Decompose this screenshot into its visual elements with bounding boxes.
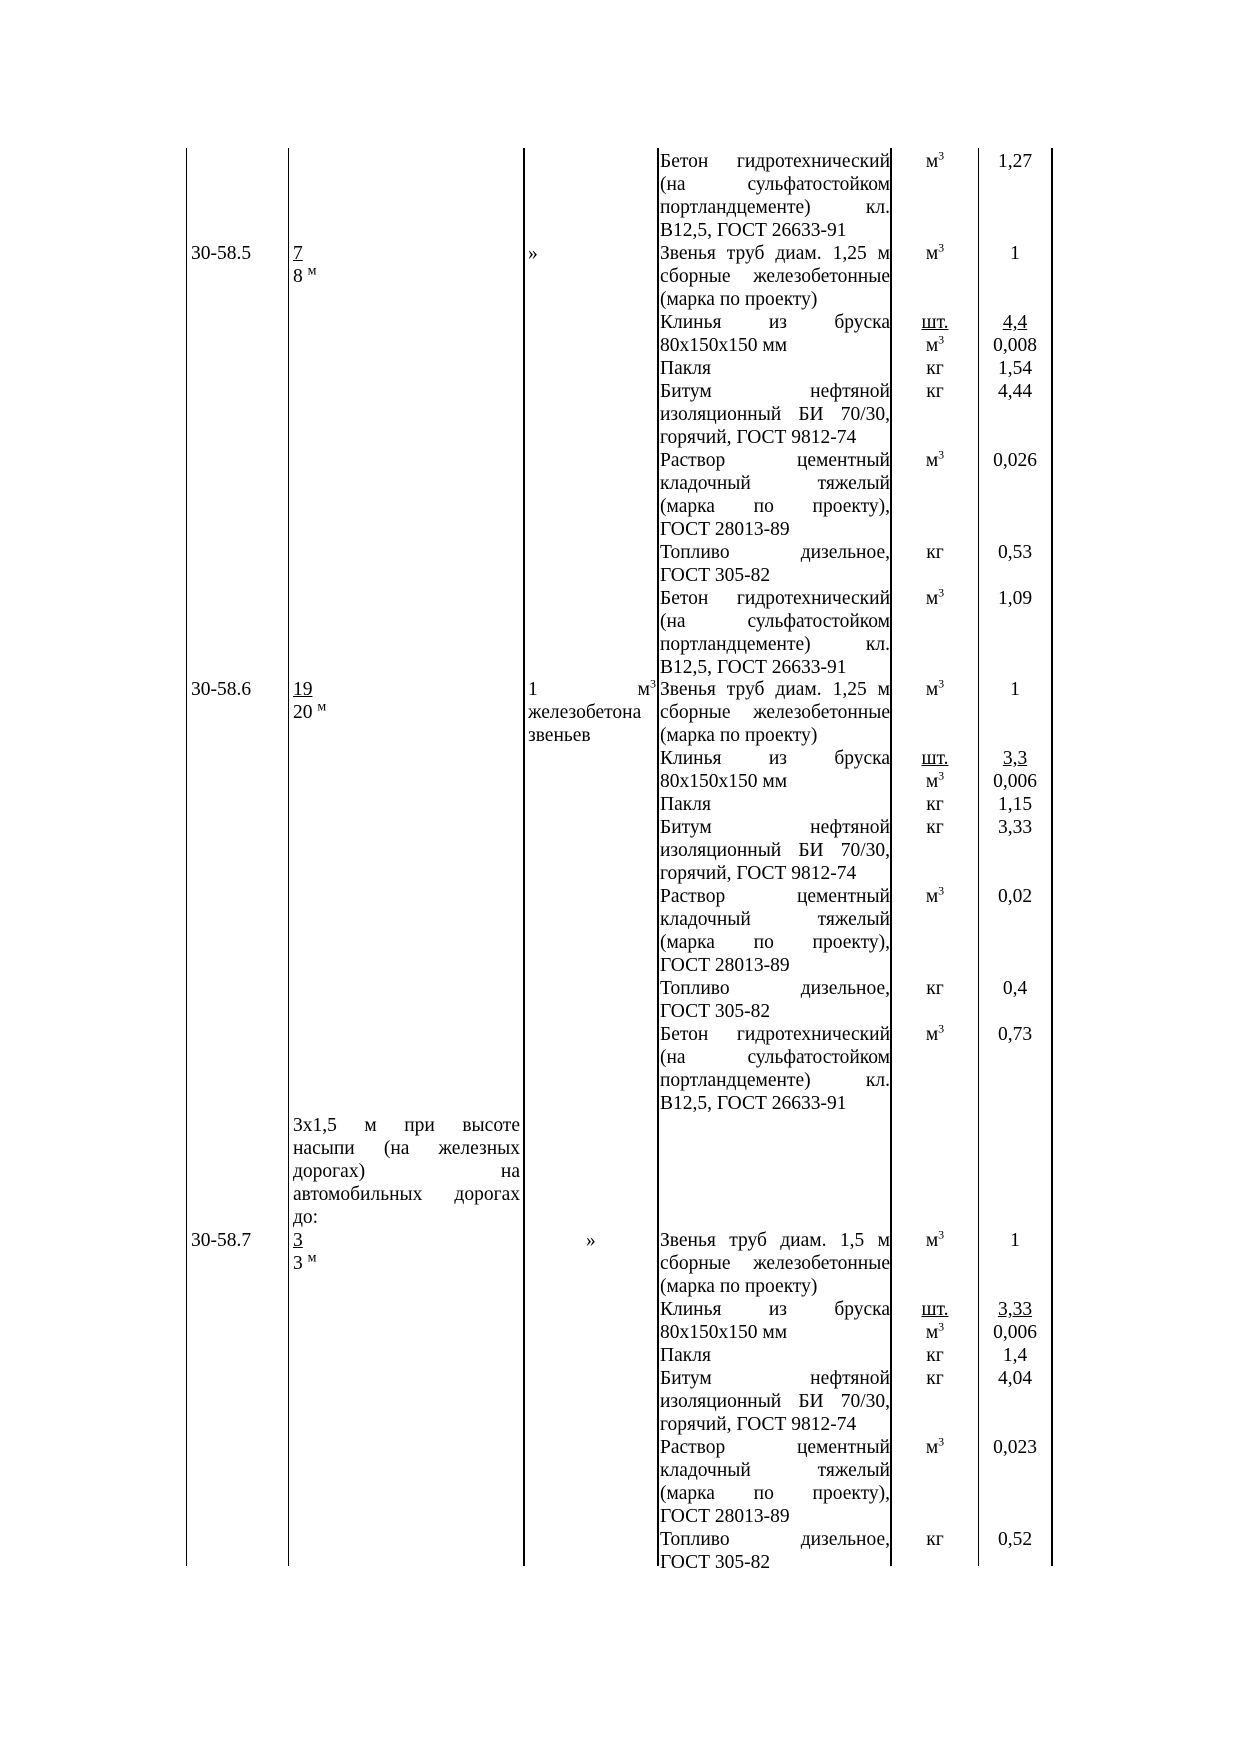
qty-cell: 1,4 [1002, 1345, 1028, 1366]
qty-cell: 0,73 [997, 1024, 1033, 1045]
unit-cell: $м^3$ [925, 1021, 945, 1045]
unit-cell: шт. $м^3$ [921, 1299, 949, 1343]
measure-unit: » [528, 243, 538, 264]
unit-cell: кг [926, 542, 944, 563]
height-fraction: 19 20 $^м$ [293, 679, 327, 723]
qty-cell: 1,27 [997, 151, 1033, 172]
height-fraction: 3 3 $^м$ [293, 1230, 317, 1274]
qty-cell: 1,54 [997, 358, 1033, 379]
qty-cell: 1,15 [997, 794, 1033, 815]
qty-cell: 0,4 [1002, 978, 1028, 999]
qty-cell: 0,52 [997, 1529, 1033, 1550]
qty-cell: 1 [1010, 243, 1020, 264]
unit-cell: кг [926, 978, 944, 999]
material-description: Битум нефтяной изоляционный БИ 70/30, горячий, ГОСТ 9812-74 [660, 817, 890, 884]
material-description: Клинья из бруска 80х150х150 мм [660, 312, 890, 356]
qty-cell: 4,4 0,008 [993, 312, 1037, 356]
unit-cell: $м^3$ [925, 676, 945, 700]
qty-cell: 0,53 [997, 542, 1033, 563]
material-description: Бетон гидротехнический (на сульфатостойком портландцементе) кл. В12,5, ГОСТ 26633-91 [660, 151, 890, 241]
material-description: Битум нефтяной изоляционный БИ 70/30, горячий, ГОСТ 9812-74 [660, 1368, 890, 1435]
material-description: Раствор цементный кладочный тяжелый (марка по проекту), ГОСТ 28013-89 [660, 450, 890, 540]
unit-cell: кг [926, 1368, 944, 1389]
material-description: Пакля [660, 794, 711, 815]
material-description: Клинья из бруска 80х150х150 мм [660, 748, 890, 792]
unit-cell: $м^3$ [925, 585, 945, 609]
unit-cell: шт. $м^3$ [921, 748, 949, 792]
unit-cell: $м^3$ [925, 1434, 945, 1458]
unit-cell: $м^3$ [925, 148, 945, 172]
row-code: 30-58.5 [191, 243, 252, 264]
qty-cell: 3,33 [997, 817, 1033, 838]
qty-cell: 3,33 0,006 [993, 1299, 1037, 1343]
unit-cell: кг [926, 817, 944, 838]
unit-cell: кг [926, 358, 944, 379]
material-description: Топливо дизельное, ГОСТ 305-82 [660, 1529, 890, 1573]
unit-cell: кг [926, 381, 944, 402]
material-description: Звенья труб диам. 1,5 м сборные железобетонные (марка по проекту) [660, 1230, 890, 1297]
table-rule [186, 148, 187, 1566]
material-description: Бетон гидротехнический (на сульфатостойком портландцементе) кл. В12,5, ГОСТ 26633-91 [660, 588, 890, 678]
material-description: Клинья из бруска 80х150х150 мм [660, 1299, 890, 1343]
qty-cell: 1,09 [997, 588, 1033, 609]
unit-cell: $м^3$ [925, 883, 945, 907]
material-description: Пакля [660, 1345, 711, 1366]
material-description: Раствор цементный кладочный тяжелый (марка по проекту), ГОСТ 28013-89 [660, 886, 890, 976]
unit-cell: $м^3$ [925, 1227, 945, 1251]
material-description: Топливо дизельное, ГОСТ 305-82 [660, 978, 890, 1022]
row-code: 30-58.6 [191, 679, 252, 700]
height-fraction: 7 8 $^м$ [293, 243, 317, 287]
measure-unit: » [586, 1230, 596, 1251]
material-description: Топливо дизельное, ГОСТ 305-82 [660, 542, 890, 586]
table-rule [523, 148, 525, 1566]
qty-cell: 4,44 [997, 381, 1033, 402]
table-rule [657, 148, 659, 1566]
row-code: 30-58.7 [191, 1230, 252, 1251]
table-rule [288, 148, 289, 1566]
material-description: Пакля [660, 358, 711, 379]
section-heading: 3х1,5 м при высоте насыпи (на железных дорогах) на автомобильных дорогах до: [293, 1115, 520, 1228]
qty-cell: 3,3 0,006 [993, 748, 1037, 792]
qty-cell: 1 [1010, 1230, 1020, 1251]
qty-cell: 0,026 [993, 450, 1037, 471]
unit-cell: шт. $м^3$ [921, 312, 949, 356]
qty-cell: 0,02 [997, 886, 1033, 907]
material-description: Звенья труб диам. 1,25 м сборные железобетонные (марка по проекту) [660, 243, 890, 310]
unit-cell: кг [926, 1345, 944, 1366]
table-rule [890, 148, 892, 1566]
qty-cell: 0,023 [993, 1437, 1037, 1458]
qty-cell: 1 [1010, 679, 1020, 700]
qty-cell: 4,04 [997, 1368, 1033, 1389]
material-description: Звенья труб диам. 1,25 м сборные железобетонные (марка по проекту) [660, 679, 890, 746]
material-description: Бетон гидротехнический (на сульфатостойком портландцементе) кл. В12,5, ГОСТ 26633-91 [660, 1024, 890, 1114]
unit-cell: кг [926, 794, 944, 815]
measure-unit: 1 $м^3$ железобетона звеньев [528, 676, 656, 746]
material-description: Раствор цементный кладочный тяжелый (марка по проекту), ГОСТ 28013-89 [660, 1437, 890, 1527]
unit-cell: $м^3$ [925, 447, 945, 471]
material-description: Битум нефтяной изоляционный БИ 70/30, горячий, ГОСТ 9812-74 [660, 381, 890, 448]
unit-cell: $м^3$ [925, 240, 945, 264]
unit-cell: кг [926, 1529, 944, 1550]
